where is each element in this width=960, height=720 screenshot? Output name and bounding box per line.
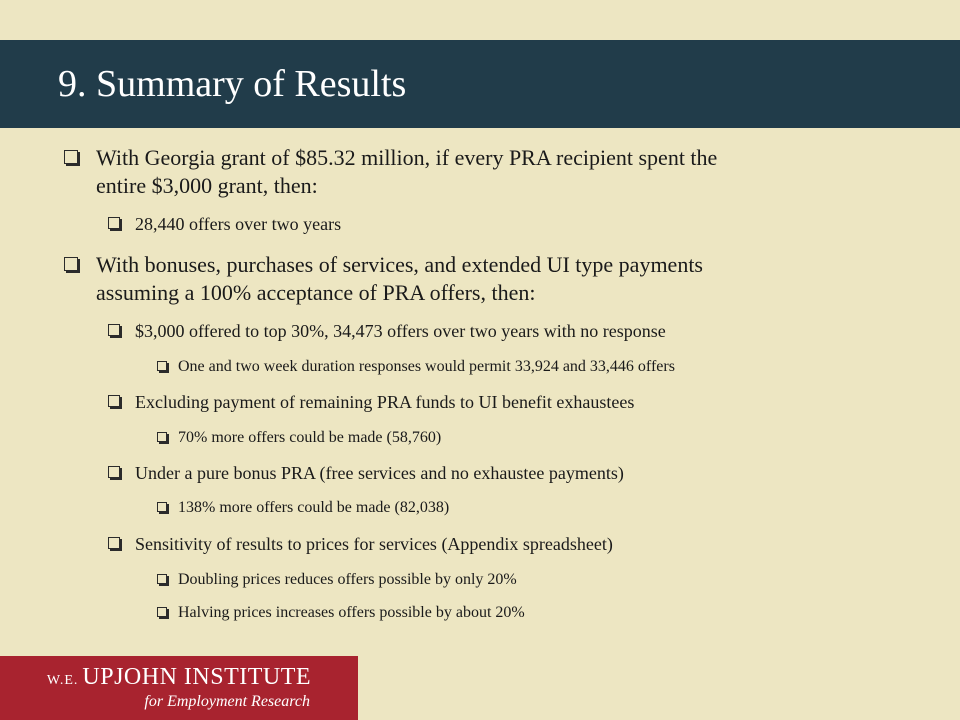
checkbox-bullet-icon xyxy=(108,324,120,336)
bullet-text-line: assuming a 100% acceptance of PRA offers, then: xyxy=(96,280,536,305)
bullet-text: Excluding payment of remaining PRA funds to UI benefit exhaustees xyxy=(135,392,635,412)
upjohn-institute-logo xyxy=(0,656,358,720)
checkbox-bullet-icon xyxy=(64,257,78,271)
bullet-text: Halving prices increases offers possible by about 20% xyxy=(178,604,525,621)
bullet-text: 28,440 offers over two years xyxy=(135,214,342,234)
checkbox-bullet-icon xyxy=(157,361,167,371)
bullet-text-line: entire $3,000 grant, then: xyxy=(96,173,318,198)
bullet-text: Sensitivity of results to prices for services (Appendix spreadsheet) xyxy=(135,534,613,554)
logo-name: UPJOHN INSTITUTE xyxy=(82,664,312,690)
logo-prefix: W.E. xyxy=(46,673,79,688)
bullet-text: 70% more offers could be made (58,760) xyxy=(178,429,442,446)
logo-subtitle: for Employment Research xyxy=(144,693,310,710)
checkbox-bullet-icon xyxy=(157,607,167,617)
bullet-text: 138% more offers could be made (82,038) xyxy=(178,499,450,516)
checkbox-bullet-icon xyxy=(108,537,120,549)
checkbox-bullet-icon xyxy=(108,395,120,407)
bullet-text: $3,000 offered to top 30%, 34,473 offers over two years with no response xyxy=(135,321,666,341)
logo-main-line xyxy=(0,664,358,691)
checkbox-bullet-icon xyxy=(64,150,78,164)
checkbox-bullet-icon xyxy=(108,466,120,478)
checkbox-bullet-icon xyxy=(157,502,167,512)
bullet-text-line: With bonuses, purchases of services, and extended UI type payments xyxy=(96,252,703,277)
title-bar xyxy=(0,40,960,128)
checkbox-bullet-icon xyxy=(157,432,167,442)
slide-title: 9. Summary of Results xyxy=(58,63,407,105)
bullet-text-line: With Georgia grant of $85.32 million, if every PRA recipient spent the xyxy=(96,145,718,170)
bullet-text: Under a pure bonus PRA (free services and no exhaustee payments) xyxy=(135,463,624,483)
checkbox-bullet-icon xyxy=(157,574,167,584)
checkbox-bullet-icon xyxy=(108,217,120,229)
bullet-text: One and two week duration responses would permit 33,924 and 33,446 offers xyxy=(178,358,675,375)
bullet-text: Doubling prices reduces offers possible by only 20% xyxy=(178,571,517,588)
